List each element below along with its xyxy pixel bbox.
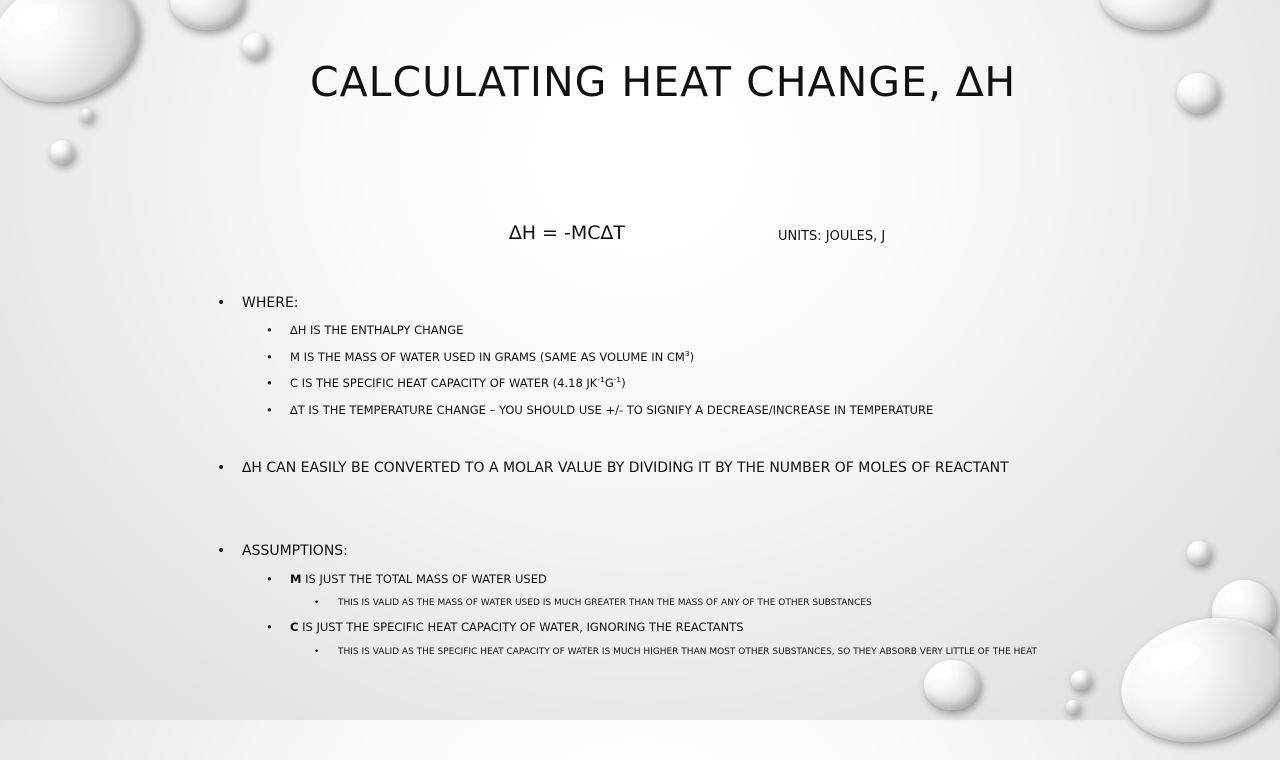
units-label: UNITS: JOULES, J — [778, 229, 886, 244]
assumption-c — [266, 620, 744, 634]
where-item-text: ) — [689, 350, 695, 364]
where-item-c — [266, 375, 626, 390]
where-item-text: ∆H IS THE ENTHALPY CHANGE — [290, 323, 464, 337]
water-drop-decoration — [80, 108, 94, 122]
where-heading — [217, 295, 299, 311]
assumptions-heading — [217, 543, 348, 559]
water-drop-decoration — [924, 660, 980, 710]
bullet-icon: • — [266, 376, 273, 390]
water-drop-decoration — [1100, 0, 1210, 30]
bullet-icon: • — [314, 647, 320, 657]
assumption-symbol: C — [290, 620, 299, 634]
water-drop-decoration — [1066, 700, 1080, 714]
assumptions-label: ASSUMPTIONS: — [242, 543, 348, 559]
molar-note — [217, 457, 1022, 479]
where-item-text: G — [604, 376, 614, 390]
bullet-icon: • — [266, 323, 273, 337]
assumption-symbol: M — [290, 572, 302, 586]
where-item-dt — [266, 403, 934, 417]
molar-note-text: ∆H CAN EASILY BE CONVERTED TO A MOLAR VALUE BY DIVIDING IT BY THE NUMBER OF MOLES OF REACTANT — [242, 460, 1009, 476]
water-drop-decoration — [1187, 541, 1211, 565]
bullet-icon: • — [217, 460, 226, 476]
where-item-text: C IS THE SPECIFIC HEAT CAPACITY OF WATER (4.18 JK — [290, 376, 598, 390]
bullet-icon: • — [266, 572, 273, 586]
water-drop-decoration — [0, 0, 156, 122]
assumption-c-detail — [314, 645, 1058, 660]
where-item-m — [266, 349, 695, 364]
bullet-icon: • — [217, 543, 226, 559]
water-drop-decoration — [170, 0, 245, 30]
where-item-text: M IS THE MASS OF WATER USED IN GRAMS (SAME AS VOLUME IN CM — [290, 350, 685, 364]
slide-title: CALCULATING HEAT CHANGE, ∆H — [310, 58, 1017, 106]
water-drop-decoration — [1071, 670, 1091, 690]
water-drop-decoration — [50, 140, 74, 164]
superscript: -1 — [597, 375, 605, 385]
water-drop-decoration — [242, 33, 268, 59]
where-item-text: ∆T IS THE TEMPERATURE CHANGE – YOU SHOULD USE +/- TO SIGNIFY A DECREASE/INCREASE IN TEMPERATURE — [290, 403, 934, 417]
where-item-text: ) — [621, 376, 626, 390]
bullet-icon: • — [266, 350, 273, 364]
bullet-icon: • — [314, 598, 320, 608]
assumption-m — [266, 572, 547, 586]
assumption-detail-text: THIS IS VALID AS THE SPECIFIC HEAT CAPACITY OF WATER IS MUCH HIGHER THAN MOST OTHER SUBSTANCES, SO THEY ABSORB VERY LITTLE OF THE HEAT — [338, 647, 1038, 657]
assumption-text: IS JUST THE TOTAL MASS OF WATER USED — [301, 572, 547, 586]
water-drop-decoration — [1107, 600, 1280, 760]
where-label: WHERE: — [242, 295, 299, 311]
assumption-detail-text: THIS IS VALID AS THE MASS OF WATER USED IS MUCH GREATER THAN THE MASS OF ANY OF THE OTHER SUBSTANCES — [338, 598, 872, 608]
superscript: -1 — [613, 375, 622, 385]
enthalpy-equation: ∆H = -MC∆T — [509, 222, 625, 244]
water-drop-decoration — [1177, 73, 1219, 113]
where-item-dh — [266, 323, 464, 337]
assumption-m-detail — [314, 598, 872, 608]
assumption-text: IS JUST THE SPECIFIC HEAT CAPACITY OF WATER, IGNORING THE REACTANTS — [298, 620, 744, 634]
bullet-icon: • — [266, 403, 273, 417]
superscript: 3 — [684, 349, 690, 359]
bullet-icon: • — [217, 295, 226, 311]
bullet-icon: • — [266, 620, 273, 634]
